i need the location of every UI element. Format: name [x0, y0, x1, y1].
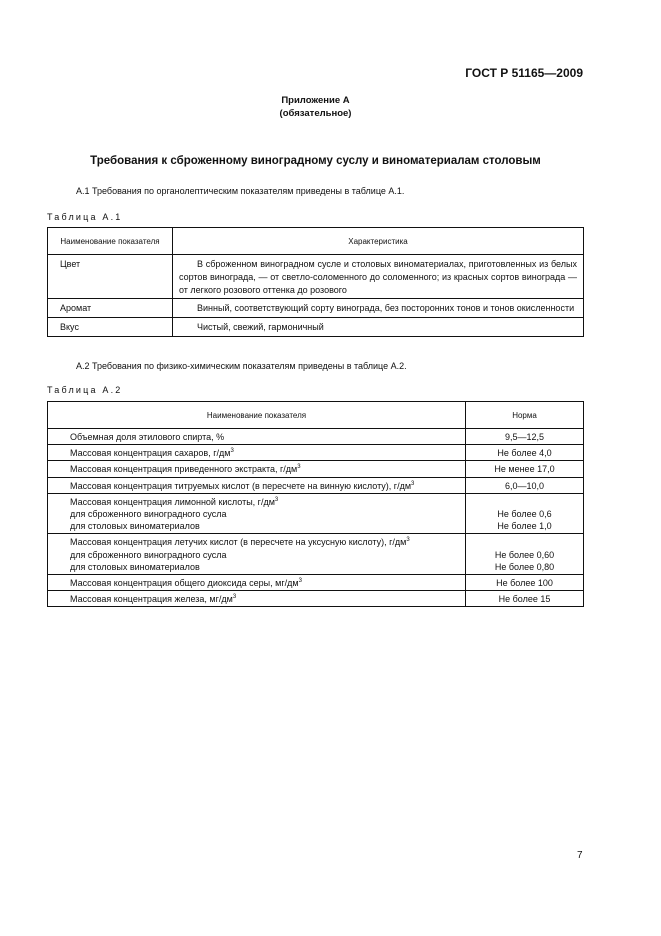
property-value: Винный, соответствующий сорту винограда, без посторонних тонов и тонов окисленности	[173, 299, 584, 318]
indicator-norm: 6,0—10,0	[466, 477, 584, 493]
table-row	[48, 575, 584, 591]
superscript: 3	[230, 448, 234, 455]
norm-value: Не более 0,80	[494, 561, 555, 572]
superscript: 3	[297, 464, 301, 471]
indicator-text: Массовая концентрация сахаров, г/дм	[70, 448, 231, 459]
column-header: Наименование показателя	[48, 228, 173, 255]
sub-item: для столовых виноматериалов	[70, 521, 200, 532]
property-name: Вкус	[48, 318, 173, 337]
indicator-norm: Не менее 17,0	[466, 461, 584, 477]
indicator-norm	[466, 534, 584, 575]
table-a2-label: Таблица А.2	[47, 385, 123, 395]
indicator-norm: Не более 100	[466, 575, 584, 591]
table-row	[48, 318, 584, 337]
table-a1	[47, 227, 584, 337]
indicator-name	[48, 591, 466, 607]
table-row	[48, 445, 584, 461]
table-row	[48, 299, 584, 318]
norm-value: Не более 0,60	[494, 549, 555, 560]
table-header-row	[48, 402, 584, 429]
table-row	[48, 591, 584, 607]
table-row	[48, 255, 584, 299]
indicator-name: Объемная доля этилового спирта, %	[48, 429, 466, 445]
sub-item: для сброженного виноградного сусла	[70, 509, 227, 520]
indicator-text: Массовая концентрация летучих кислот (в пересчете на уксусную кислоту), г/дм	[70, 537, 407, 548]
section-title: Требования к сброженному виноградному суслу и виноматериалам столовым	[90, 155, 541, 167]
indicator-name	[48, 534, 466, 575]
indicator-norm: Не более 4,0	[466, 445, 584, 461]
norm-value: Не более 1,0	[497, 521, 552, 532]
indicator-name	[48, 445, 466, 461]
indicator-name	[48, 461, 466, 477]
table-row	[48, 429, 584, 445]
indicator-name	[48, 575, 466, 591]
indicator-name	[48, 493, 466, 534]
table-a1-label: Таблица А.1	[47, 212, 123, 222]
superscript: 3	[298, 578, 302, 585]
table-row	[48, 477, 584, 493]
superscript: 3	[274, 496, 279, 503]
paragraph-a2: А.2 Требования по физико-химическим показателям приведены в таблице А.2.	[76, 361, 407, 371]
table-row	[48, 461, 584, 477]
appendix-heading	[0, 94, 631, 120]
table-header-row	[48, 228, 584, 255]
indicator-text: Массовая концентрация общего диоксида серы, мг/дм	[70, 578, 299, 589]
page-number: 7	[577, 850, 583, 861]
indicator-text: Массовая концентрация лимонной кислоты, г/дм	[70, 496, 275, 507]
column-header: Наименование показателя	[48, 402, 466, 429]
indicator-text: Массовая концентрация железа, мг/дм	[70, 594, 233, 605]
indicator-text: Массовая концентрация титруемых кислот (в пересчете на винную кислоту), г/дм	[70, 480, 412, 491]
indicator-norm: Не более 15	[466, 591, 584, 607]
property-name: Аромат	[48, 299, 173, 318]
sub-item: для сброженного виноградного сусла	[70, 549, 227, 560]
table-a2	[47, 401, 584, 607]
indicator-norm: 9,5—12,5	[466, 429, 584, 445]
norm-value: Не более 0,6	[497, 509, 552, 520]
superscript: 3	[411, 480, 415, 487]
property-value: В сброженном виноградном сусле и столовых виноматериалах, приготовленных из белых сортов винограда, — от светло-соломенного до соломенного; из красных сортов винограда — от легкого розового оттенка до розового	[173, 255, 584, 299]
column-header: Норма	[466, 402, 584, 429]
appendix-title: Приложение А	[281, 95, 350, 106]
table-row	[48, 534, 584, 575]
indicator-norm	[466, 493, 584, 534]
paragraph-a1: А.1 Требования по органолептическим показателям приведены в таблице А.1.	[76, 186, 405, 196]
superscript: 3	[232, 594, 237, 601]
property-value: Чистый, свежий, гармоничный	[173, 318, 584, 337]
table-row	[48, 493, 584, 534]
indicator-name	[48, 477, 466, 493]
sub-item: для столовых виноматериалов	[70, 561, 200, 572]
appendix-note: (обязательное)	[279, 108, 352, 119]
indicator-text: Массовая концентрация приведенного экстракта, г/дм	[70, 464, 298, 475]
column-header: Характеристика	[173, 228, 584, 255]
property-name: Цвет	[48, 255, 173, 299]
document-code: ГОСТ Р 51165—2009	[465, 66, 583, 80]
superscript: 3	[406, 537, 410, 544]
